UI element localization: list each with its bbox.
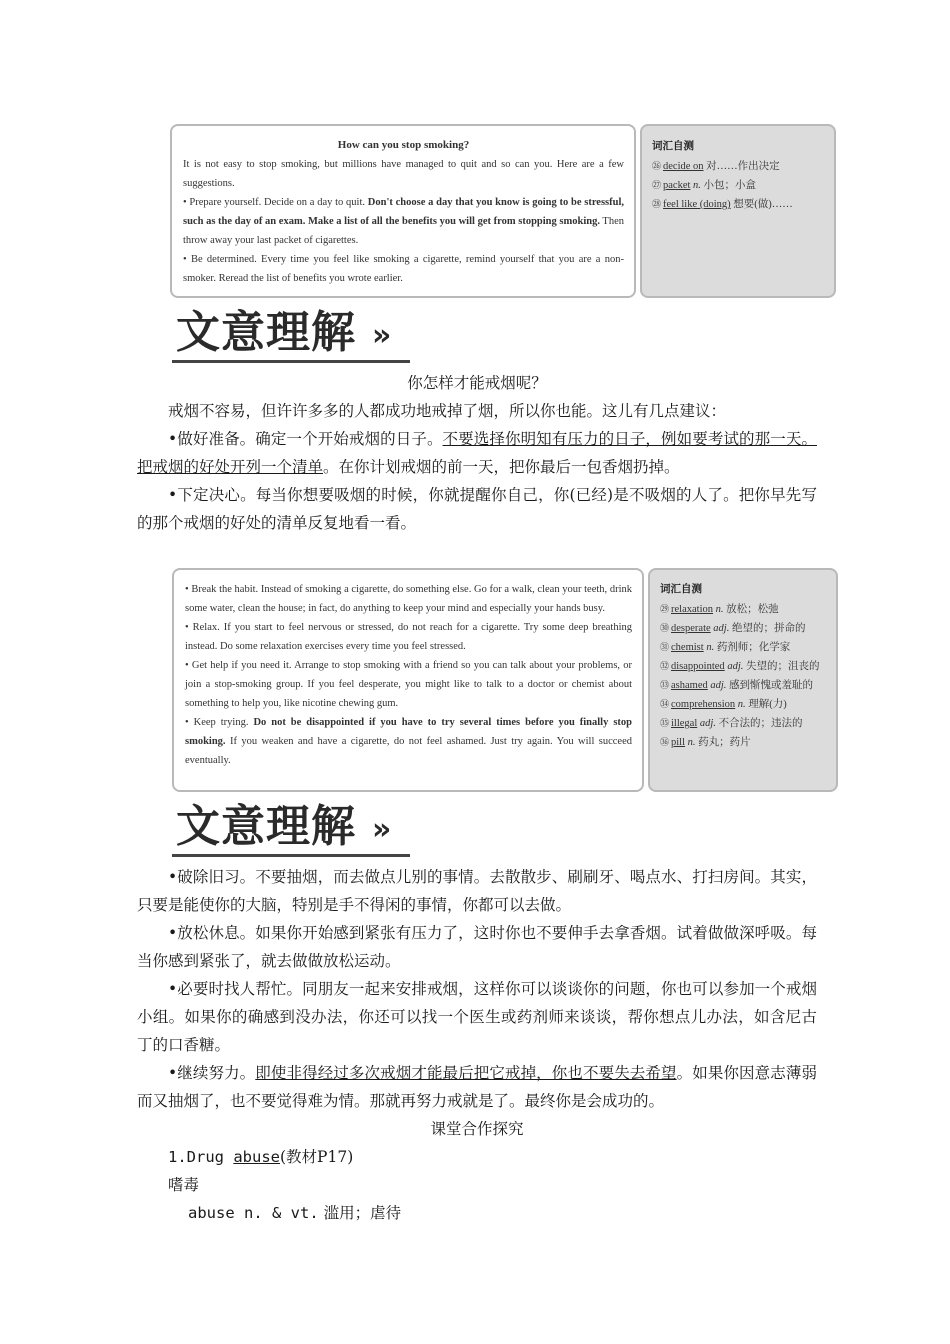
reading-paragraph: • Get help if you need it. Arrange to stop smoking with a friend so you can talk about your problems, or join a stop-smoking group. If you feel desperate, you might like to talk to a doctor or chemist about something to help you, like nicotine chewing gum. — [185, 660, 632, 709]
reading-paragraph: • Relax. If you start to feel nervous or stressed, do not reach for a cigarette. Try some deep breathing instead. Do some relaxation exercises every time you feel stressed. — [185, 622, 632, 652]
section-banner — [172, 802, 414, 860]
translation-paragraph: •做好准备。确定一个开始戒烟的日子。不要选择你明知有压力的日子，例如要考试的那一天。把戒烟的好处开列一个清单。在你计划戒烟的前一天，把你最后一包香烟扔掉。 — [137, 430, 817, 476]
vocab-title: 词汇自测 — [660, 583, 702, 595]
vocab-item: ㉜ disappointed adj. 失望的；沮丧的 — [660, 661, 820, 672]
vocab-item: ㉗ packet n. 小包；小盒 — [652, 180, 757, 191]
translation-paragraph: •破除旧习。不要抽烟，而去做点儿别的事情。去散散步、刷刷牙、喝点水、打扫房间。其实，只要是能使你的大脑，特别是手不得闲的事情，你都可以去做。 — [137, 868, 817, 914]
banner-rule — [172, 854, 410, 857]
section-banner — [172, 308, 414, 366]
reading-paragraph: It is not easy to stop smoking, but millions have managed to quit and so can you. Here are a few suggestions. — [183, 159, 624, 189]
vocab-box-1 — [640, 124, 836, 298]
reading-paragraph: • Be determined. Every time you feel like smoking a cigarette, remind yourself that you are a non-smoker. Reread the list of benefits you wrote earlier. — [183, 254, 624, 284]
translation-block-1 — [137, 369, 817, 537]
vocab-item: ㉟ illegal adj. 不合法的；违法的 — [660, 718, 803, 729]
translation-paragraph: •下定决心。每当你想要吸烟的时候，你就提醒你自己，你(已经)是不吸烟的人了。把你早先写的那个戒烟的好处的清单反复地看一看。 — [137, 486, 817, 532]
vocab-item: ㉛ chemist n. 药剂师；化学家 — [660, 642, 791, 653]
banner-text: 文意理解 — [176, 307, 356, 358]
vocab-item: ㉖ decide on 对……作出决定 — [652, 161, 780, 172]
banner-rule — [172, 360, 410, 363]
vocab-item: ㉝ ashamed adj. 感到惭愧或羞耻的 — [660, 680, 814, 691]
reading-box-2 — [172, 568, 644, 792]
reading-box-1 — [170, 124, 636, 298]
translation-paragraph: •放松休息。如果你开始感到紧张有压力了，这时你也不要伸手去拿香烟。试着做做深呼吸。每当你感到紧张了，就去做做放松运动。 — [137, 924, 817, 970]
study-item: 1.Drug abuse(教材P17) — [168, 1148, 354, 1166]
reading-paragraph: • Break the habit. Instead of smoking a cigarette, do something else. Go for a walk, clean your teeth, drink some water, clean the house; in fact, do anything to keep your mind and especially your hands busy. — [185, 584, 632, 614]
vocab-item: ㉙ relaxation n. 放松；松弛 — [660, 604, 779, 615]
translation-block-2 — [137, 863, 817, 1227]
vocab-item: ㊱ pill n. 药丸；药片 — [660, 737, 751, 748]
vocab-item: ㉘ feel like (doing) 想要(做)…… — [652, 199, 793, 210]
reading-paragraph: • Prepare yourself. Decide on a day to quit. Don't choose a day that you know is going to be stressful, such as the day of an exam. Make a list of all the benefits you will get from stopping smoking. Then throw away your last packet of cigarettes. — [183, 197, 624, 246]
vocab-title: 词汇自测 — [652, 140, 694, 152]
translation-paragraph: •必要时找人帮忙。同朋友一起来安排戒烟，这样你可以谈谈你的问题，你也可以参加一个戒烟小组。如果你的确感到没办法，你还可以找一个医生或药剂师来谈谈，帮你想点儿办法，如含尼古丁的口香糖。 — [137, 980, 817, 1054]
banner-text: 文意理解 — [176, 801, 356, 852]
vocab-item: ㉚ desperate adj. 绝望的；拼命的 — [660, 623, 806, 634]
definition-line: abuse n. & vt. 滥用；虐待 — [188, 1204, 402, 1222]
translation-paragraph: 戒烟不容易，但许许多多的人都成功地戒掉了烟，所以你也能。这儿有几点建议： — [168, 402, 727, 420]
study-item-meaning: 嗜毒 — [168, 1176, 200, 1194]
translation-title: 你怎样才能戒烟呢？ — [407, 374, 547, 392]
translation-paragraph: •继续努力。即使非得经过多次戒烟才能最后把它戒掉，你也不要失去希望。如果你因意志薄弱而又抽烟了，也不要觉得难为情。那就再努力戒就是了。最终你是会成功的。 — [137, 1064, 817, 1110]
vocab-item: ㉞ comprehension n. 理解(力) — [660, 699, 787, 710]
reading-paragraph: • Keep trying. Do not be disappointed if you have to try several times before you finally stop smoking. If you weaken and have a cigarette, do not feel ashamed. Just try again. You will succeed eventually. — [185, 717, 632, 766]
section-title: 课堂合作探究 — [430, 1120, 524, 1138]
chevron-icon: » — [372, 812, 392, 847]
reading-title: How can you stop smoking? — [337, 139, 470, 151]
chevron-icon: » — [372, 318, 392, 353]
vocab-box-2 — [648, 568, 838, 792]
